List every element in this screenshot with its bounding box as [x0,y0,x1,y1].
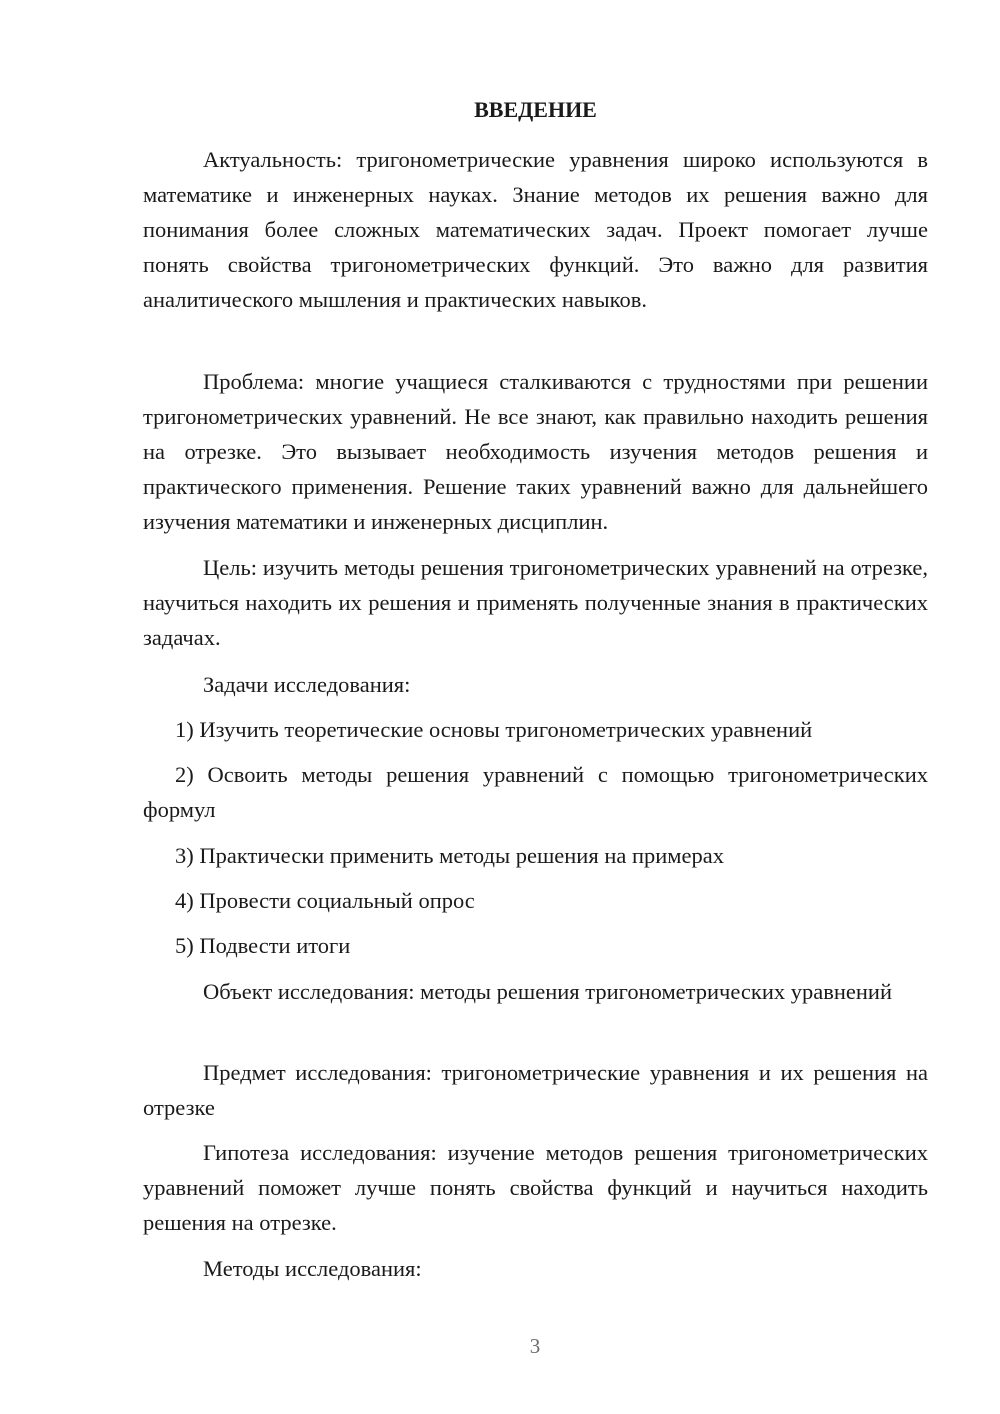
paragraph-tasks-heading: Задачи исследования: [203,672,411,697]
list-item-task-1: 1) Изучить теоретические основы тригонометрических уравнений [175,717,813,742]
paragraph-hypothesis: Гипотеза исследования: изучение методов решения тригонометрических уравнений поможет лучше понять свойства функций и научиться находить решения на отрезке. [143,1140,928,1235]
list-item-task-2: 2) Освоить методы решения уравнений с помощью тригонометрических формул [143,762,928,822]
paragraph-methods: Методы исследования: [203,1256,422,1281]
page-number: 3 [529,1334,541,1358]
list-item-task-3: 3) Практически применить методы решения на примерах [175,843,725,868]
page-title: ВВЕДЕНИЕ [474,97,597,122]
list-item-task-4: 4) Провести социальный опрос [175,888,475,913]
paragraph-relevance: Актуальность: тригонометрические уравнения широко используются в математике и инженерных науках. Знание методов их решения важно для понимания более сложных математических задач. Проект помогает лучше понять свойства тригонометрических функций. Это важно для развития аналитического мышления и практических навыков. [143,147,928,312]
paragraph-object: Объект исследования: методы решения тригонометрических уравнений [203,979,893,1004]
paragraph-subject: Предмет исследования: тригонометрические уравнения и их решения на отрезке [143,1060,928,1120]
paragraph-problem: Проблема: многие учащиеся сталкиваются с трудностями при решении тригонометрических уравнений. Не все знают, как правильно находить решения на отрезке. Это вызывает необходимость изучения методов решения и практического применения. Решение таких уравнений важно для дальнейшего изучения математики и инженерных дисциплин. [143,369,928,534]
list-item-task-5: 5) Подвести итоги [175,933,351,958]
paragraph-goal: Цель: изучить методы решения тригонометрических уравнений на отрезке, научиться находить их решения и применять полученные знания в практических задачах. [143,555,928,650]
